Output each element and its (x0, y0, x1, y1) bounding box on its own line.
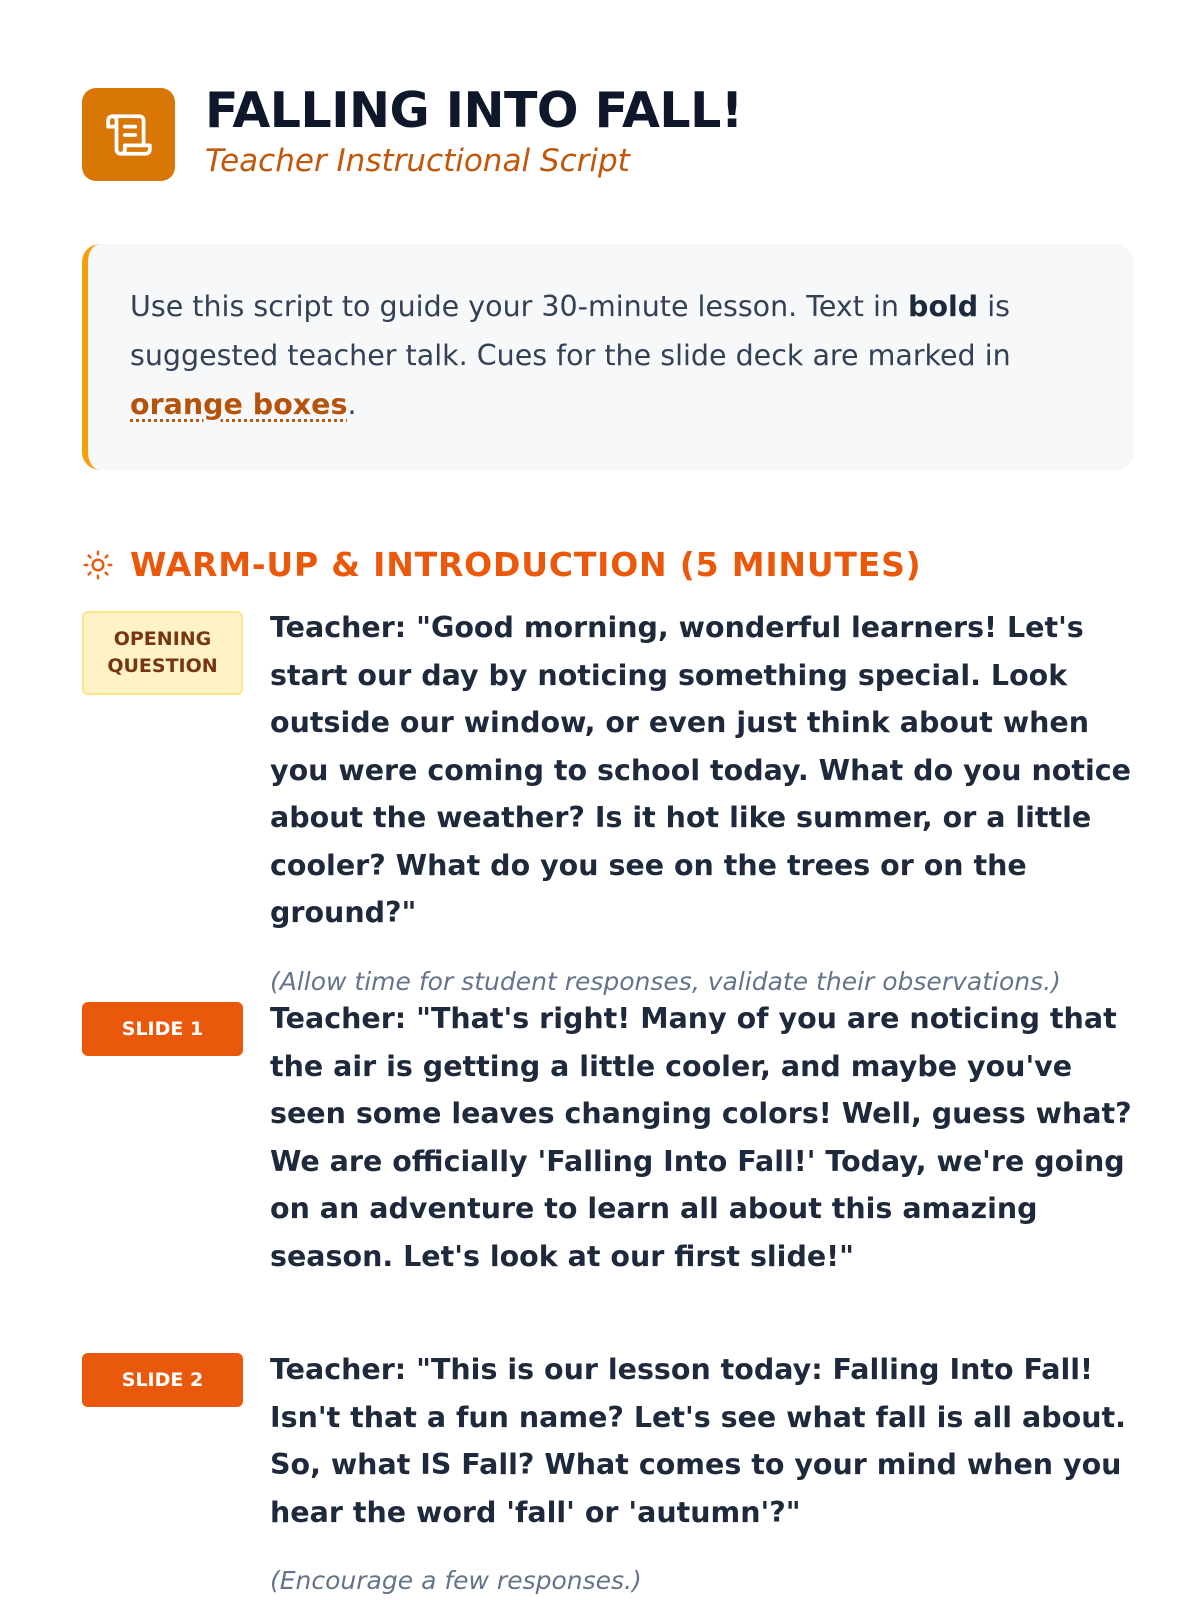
page-header (82, 81, 743, 181)
stage-direction: (Encourage a few responses.) (270, 1566, 642, 1595)
teacher-talk: Teacher: "This is our lesson today: Falling Into Fall! Isn't that a fun name? Let's see what fall is all about. So, what IS Fall? What comes to your mind when you hear the word 'fall' or 'autumn'?" (270, 1353, 1126, 1529)
script-block (82, 1002, 1134, 1280)
script-block (82, 611, 1134, 996)
teacher-talk: Teacher: "Good morning, wonderful learners! Let's start our day by noticing something special. Look outside our window, or even just think about when you were coming to school today. What do you notice about the weather? Is it hot like summer, or a little cooler? What do you see on the trees or on the ground?" (270, 611, 1131, 929)
slide-2-badge: SLIDE 2 (82, 1353, 243, 1407)
section-heading (82, 545, 922, 584)
sun-icon (82, 549, 114, 581)
page-subtitle: Teacher Instructional Script (205, 143, 630, 180)
intro-text: Use this script to guide your 30-minute lesson. Text in (130, 290, 909, 323)
orange-boxes-link[interactable]: orange boxes (130, 388, 348, 421)
stage-direction: (Allow time for student responses, validate their observations.) (270, 966, 1061, 996)
script-block (82, 1353, 1134, 1595)
opening-question-badge: OPENING QUESTION (82, 611, 243, 695)
scroll-icon (82, 88, 175, 181)
intro-text: . (347, 388, 357, 421)
teacher-talk: Teacher: "That's right! Many of you are noticing that the air is getting a little cooler, and maybe you've seen some leaves changing colors! Well, guess what? We are officially 'Falling Into Fall!' Today, we're going on an adventure to learn all about this amazing season. Let's look at our first slide!" (270, 1002, 1132, 1273)
page-title: FALLING INTO FALL! (205, 81, 743, 139)
instructions-callout (82, 244, 1134, 470)
intro-text: is suggested teacher talk. Cues for the slide deck are marked in (130, 290, 1011, 372)
intro-bold-word: bold (908, 290, 979, 323)
section-title: WARM-UP & INTRODUCTION (5 MINUTES) (130, 545, 922, 584)
slide-1-badge: SLIDE 1 (82, 1002, 243, 1056)
